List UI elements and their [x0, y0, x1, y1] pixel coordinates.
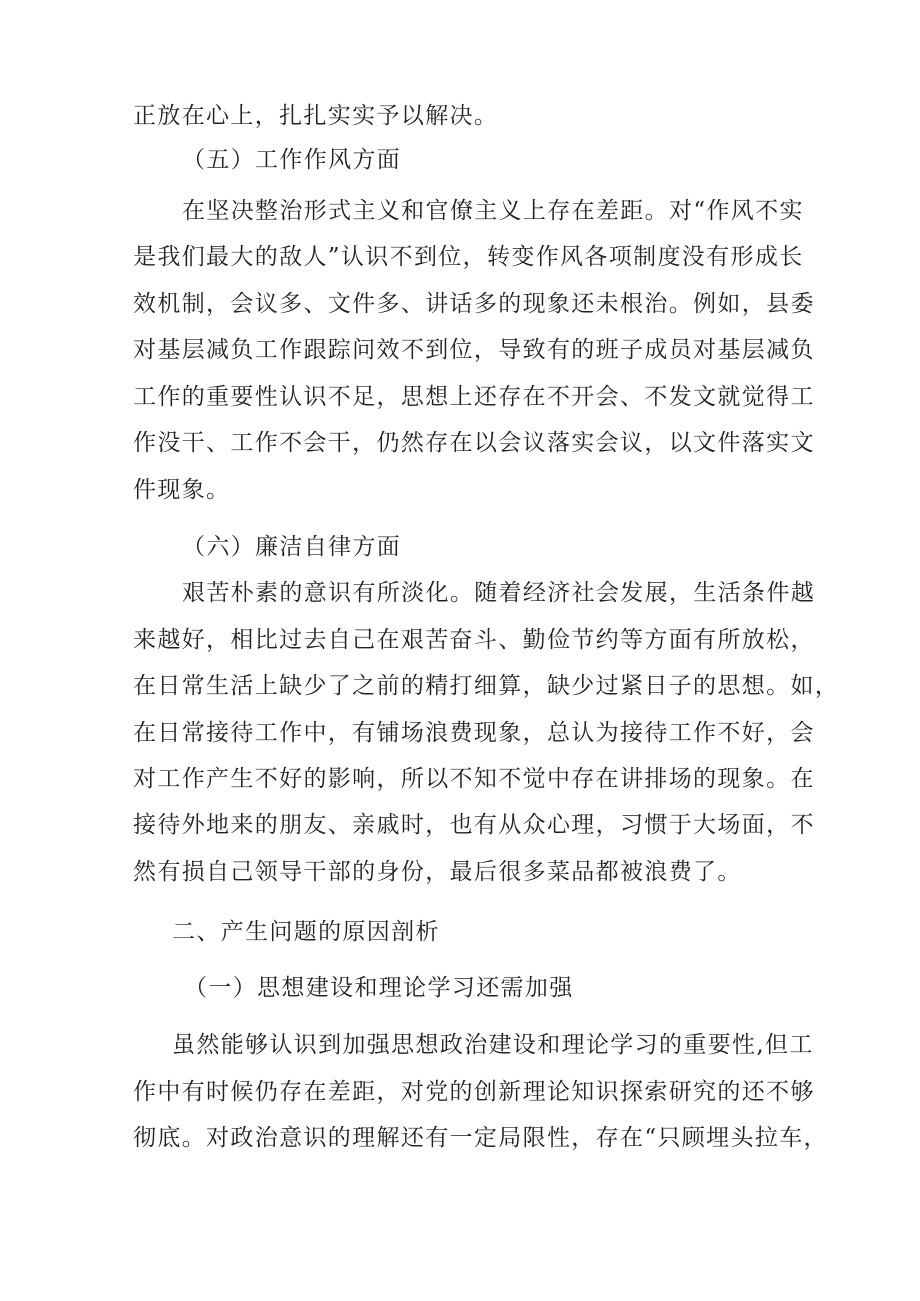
paragraph-line: 对基层减负工作跟踪问效不到位，导致有的班子成员对基层减负 — [133, 337, 815, 363]
section-heading-5: （五）工作作风方面 — [182, 147, 402, 173]
chapter-heading-2: 二、产生问题的原因剖析 — [172, 919, 440, 945]
paragraph-line: 作中有时候仍存在差距，对党的创新理论知识探索研究的还不够 — [133, 1079, 815, 1105]
paragraph-line: 然有损自己领导干部的身份，最后很多菜品都被浪费了。 — [133, 859, 742, 885]
paragraph-line: 是我们最大的敌人”认识不到位，转变作风各项制度没有形成长 — [133, 244, 804, 270]
paragraph-line: 在日常接待工作中，有铺场浪费现象，总认为接待工作不好，会 — [133, 720, 815, 746]
paragraph-line: 来越好，相比过去自己在艰苦奋斗、勤俭节约等方面有所放松， — [133, 627, 815, 653]
paragraph-line: 对工作产生不好的影响，所以不知不觉中存在讲排场的现象。在 — [133, 766, 815, 792]
paragraph-line: 在坚决整治形式主义和官僚主义上存在差距。对“作风不实 — [182, 198, 804, 224]
paragraph-line: 效机制，会议多、文件多、讲话多的现象还未根治。例如，县委 — [133, 291, 815, 317]
section-heading-6: （六）廉洁自律方面 — [182, 534, 402, 560]
paragraph-line: 件现象。 — [133, 477, 231, 503]
paragraph-line: 工作的重要性认识不足，思想上还存在不开会、不发文就觉得工 — [133, 384, 815, 410]
paragraph-line: 作没干、工作不会干，仍然存在以会议落实会议，以文件落实文 — [133, 430, 815, 456]
paragraph-line: 艰苦朴素的意识有所淡化。随着经济社会发展，生活条件越 — [182, 580, 816, 606]
paragraph-continuation: 正放在心上，扎扎实实予以解决。 — [133, 103, 499, 129]
paragraph-line: 在日常生活上缺少了之前的精打细算，缺少过紧日子的思想。如， — [133, 673, 840, 699]
section-heading-1: （一）思想建设和理论学习还需加强 — [184, 975, 574, 1001]
paragraph-line: 接待外地来的朋友、亲戚时，也有从众心理，习惯于大场面，不 — [133, 812, 815, 838]
paragraph-line: 虽然能够认识到加强思想政治建设和理论学习的重要性,但工 — [172, 1032, 814, 1058]
paragraph-line: 彻底。对政治意识的理解还有一定局限性，存在“只顾埋头拉车， — [133, 1125, 828, 1151]
